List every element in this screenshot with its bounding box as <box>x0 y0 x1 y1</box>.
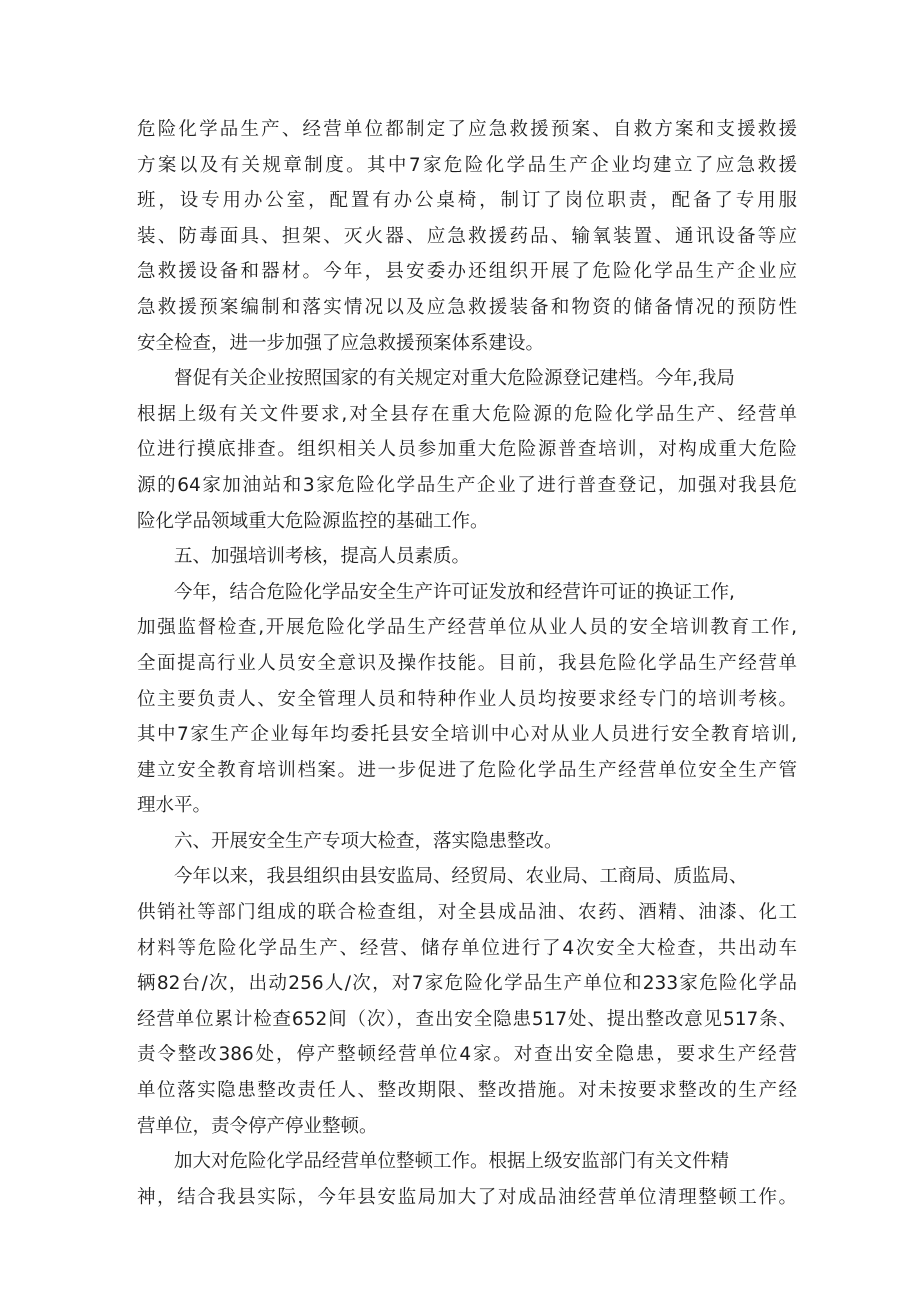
paragraph-major-hazard-registration <box>137 361 797 539</box>
paragraph-training-assessment <box>137 575 797 824</box>
text-line: 材料等危险化学品生产、经营、储存单位进行了4次安全大检查，共出动车 <box>137 937 797 959</box>
section-heading-training <box>137 539 797 575</box>
text-line: 其中7家生产企业每年均委托县安全培训中心对从业人员进行安全教育培训, <box>137 724 797 746</box>
text-line: 神，结合我县实际，今年县安监局加大了对成品油经营单位清理整顿工作。 <box>137 1186 797 1208</box>
text-line: 班，设专用办公室，配置有办公桌椅，制订了岗位职责，配备了专用服 <box>137 190 797 212</box>
section-heading: 六、开展安全生产专项大检查，落实隐患整改。 <box>174 830 563 852</box>
section-heading: 五、加强培训考核，提高人员素质。 <box>174 546 471 568</box>
text-line: 位主要负责人、安全管理人员和特种作业人员均按要求经专门的培训考核。 <box>137 688 797 710</box>
paragraph-safety-inspection <box>137 859 797 1144</box>
text-line: 今年，结合危险化学品安全生产许可证发放和经营许可证的换证工作, <box>174 581 735 603</box>
text-line: 督促有关企业按照国家的有关规定对重大危险源登记建档。今年,我局 <box>174 368 735 390</box>
text-line: 急救援设备和器材。今年，县安委办还组织开展了危险化学品生产企业应 <box>137 261 797 283</box>
text-line: 供销社等部门组成的联合检查组，对全县成品油、农药、酒精、油漆、化工 <box>137 902 797 924</box>
text-line: 经营单位累计检查652间（次），查出安全隐患517处、提出整改意见517条、 <box>137 1008 797 1030</box>
text-line: 理水平。 <box>137 795 212 817</box>
text-line: 位进行摸底排查。组织相关人员参加重大危险源普查培训，对构成重大危险 <box>137 439 797 461</box>
text-line: 责令整改386处，停产整顿经营单位4家。对查出安全隐患，要求生产经营 <box>137 1044 797 1066</box>
text-line: 建立安全教育培训档案。进一步促进了危险化学品生产经营单位安全生产管 <box>137 759 797 781</box>
text-line: 险化学品领域重大危险源监控的基础工作。 <box>137 510 489 532</box>
text-line: 营单位，责令停产停业整顿。 <box>137 1115 378 1137</box>
text-line: 加大对危险化学品经营单位整顿工作。根据上级安监部门有关文件精 <box>174 1151 730 1173</box>
text-line: 装、防毒面具、担架、灭火器、应急救援药品、输氧装置、通讯设备等应 <box>137 225 797 247</box>
text-line: 危险化学品生产、经营单位都制定了应急救援预案、自救方案和支援救援 <box>137 119 797 140</box>
paragraph-emergency-plans <box>137 112 797 361</box>
text-line: 方案以及有关规章制度。其中7家危险化学品生产企业均建立了应急救援 <box>137 154 797 176</box>
paragraph-rectification <box>137 1144 797 1215</box>
text-line: 辆82台/次，出动256人/次，对7家危险化学品生产单位和233家危险化学品 <box>137 973 797 995</box>
text-line: 全面提高行业人员安全意识及操作技能。目前，我县危险化学品生产经营单 <box>137 652 797 674</box>
document-body <box>137 112 797 1215</box>
text-line: 安全检查，进一步加强了应急救援预案体系建设。 <box>137 332 545 354</box>
text-line: 加强监督检查,开展危险化学品生产经营单位从业人员的安全培训教育工作, <box>137 617 797 639</box>
text-line: 单位落实隐患整改责任人、整改期限、整改措施。对未按要求整改的生产经 <box>137 1080 797 1102</box>
section-heading-inspection <box>137 824 797 860</box>
text-line: 今年以来，我县组织由县安监局、经贸局、农业局、工商局、质监局、 <box>174 866 748 888</box>
text-line: 源的64家加油站和3家危险化学品生产企业了进行普查登记，加强对我县危 <box>137 474 797 496</box>
text-line: 急救援预案编制和落实情况以及应急救援装备和物资的储备情况的预防性 <box>137 296 797 318</box>
text-line: 根据上级有关文件要求,对全县存在重大危险源的危险化学品生产、经营单 <box>137 403 797 425</box>
